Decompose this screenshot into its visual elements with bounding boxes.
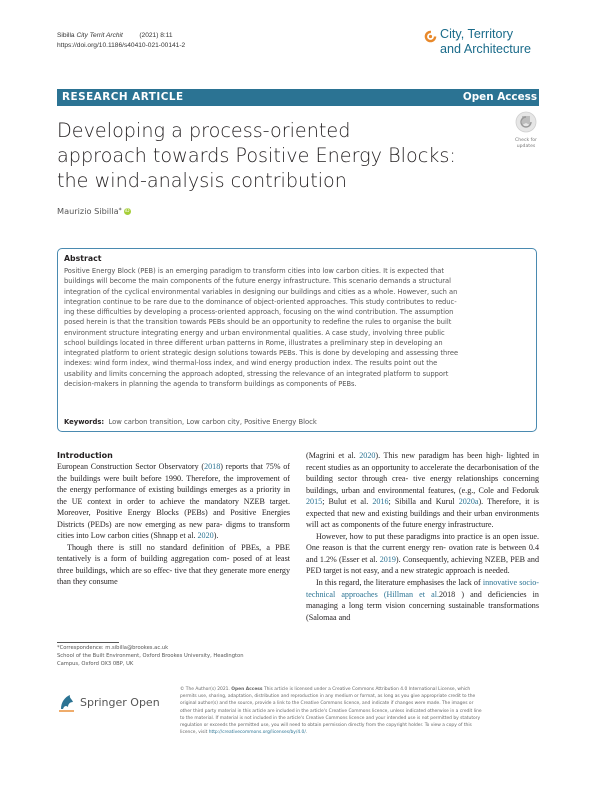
journal-name-line2: and Architecture [440, 42, 532, 56]
citation-link[interactable]: 2020 [359, 451, 376, 460]
intro-paragraph-2: Though there is still no standard definition of PBEs, a PBE tentatively is a form of building aggregation com- posed of at least three buildings, which are so effec- tive that they generate more energy than they consume [57, 542, 291, 587]
publisher-name: Springer Open [80, 696, 160, 709]
check-updates-line1: Check for [515, 138, 537, 143]
article-type-label: RESEARCH ARTICLE [62, 91, 184, 103]
citation-link[interactable]: 2015 [306, 497, 323, 507]
intro-paragraph-1: European Construction Sector Observatory (2018) reports that 75% of the buildings were built before 1990. Therefore, the improvement of the energy performance of existing buildings emerges as a priority in the UE context in order to achieve the mandatory NZEB target. Moreover, Positive Energy Blocks (PEBs) and Positive Energies Districts (PEDs) are now emerging as new para- digms to transform cities into Low carbon cities (Shnapp et al. 2020). [57, 462, 291, 541]
check-updates-line2: updates [516, 143, 536, 149]
section-heading-introduction: Introduction [57, 451, 113, 460]
author-name[interactable]: Maurizio Sibilla [57, 206, 119, 216]
header-journal: City Territ Archit [76, 32, 123, 39]
abstract-line: integration of the cyclical environmental variables in designing our buildings and cities as a whole. However, such an [64, 287, 458, 296]
abstract-line: integrated platform to orient strategic design solutions towards PEBs. This is done by developing and assessing three [64, 349, 459, 357]
citation-link[interactable]: 2020a [458, 497, 479, 507]
article-title [57, 118, 497, 193]
header-author: Sibilla [57, 32, 75, 39]
open-access-label: Open Access [462, 91, 537, 103]
check-for-updates-badge[interactable] [508, 111, 544, 149]
abstract-line: ing these difficulties by developing a process-oriented approach, focusing on the wind contribution. The assumption [64, 308, 454, 316]
header-doi[interactable]: https://doi.org/10.1186/s40410-021-00141-2 [57, 42, 186, 49]
license-link[interactable]: http://creativecommons.org/licenses/by/4.0/ [208, 730, 306, 736]
citation-link[interactable]: 2018 [204, 462, 221, 471]
abstract-line: posed herein is that the transition towards PEBs should be an opportunity to redefine the rules to organise the built [64, 318, 452, 327]
footnote-rule [57, 642, 119, 643]
corresponding-mark: * [118, 207, 122, 214]
citation-link[interactable]: 2016 [372, 497, 389, 507]
right-paragraph-1: (Magrini et al. 2020). This new paradigm has been high- lighted in recent studies as an opportunity to accelerate the decarbonisation of the building sector through crea- tive energy relationships concerning buildings, urban and environmental features, (e.g., Cole and Fedoruk 2015; Bulut et al. 2016; Sibilla and Kurul 2020a). Therefore, it is expected that new and existing buildings and their urban environments will act as components of the future energy infrastructure. [306, 451, 540, 530]
license-text: © The Author(s) 2021. Open Access This article is licensed under a Creative Commons Attribution 4.0 International License, which permits use, sharing, adaptation, distribution and reproduction in any medium or format, as long as you give appropriate credit to the original author(s) and the source, provide a link to the Creative Commons licence, and indicate if changes were made. The images or other third party material in this article are included in the article's Creative Commons licence, unless indicated otherwise in a credit line to the material. If material is not included in the article's Creative Commons licence and your intended use is not permitted by statutory regulation or exceeds the permitted use, you will need to obtain permission directly from the copyright holder. To view a copy of this licence, visit http://creativecommons.org/licenses/by/4.0/. [180, 687, 482, 736]
citation-link[interactable]: innovative socio-technical approaches (Hillman et al. [306, 578, 540, 599]
abstract-line: Positive Energy Block (PEB) is an emerging paradigm to transform cities into low carbon cities. It is expected that [64, 267, 444, 275]
journal-name-line1: City, Territory [440, 27, 514, 41]
abstract-line: decision-makers in planning the agenda to transform buildings as components of PEBs. [64, 379, 357, 388]
journal-name [440, 27, 550, 57]
title-line3: the wind-analysis contribution [57, 169, 347, 192]
citation-link[interactable]: 2019 [379, 554, 396, 564]
header-year-volume: (2021) 8:11 [139, 32, 173, 39]
abstract-line: school buildings located in three different urban patterns in Rome, illustrates a preliminary step in developing an [64, 338, 443, 347]
journal-ring-icon [424, 30, 437, 43]
right-paragraph-3: In this regard, the literature emphasises the lack of innovative socio-technical approaches (Hillman et al.2018 ) and deficiencies in managing a long term vision concerning sustainable transformations (Salomaa and [306, 578, 540, 622]
springer-horse-icon [57, 691, 77, 713]
abstract-body [64, 266, 528, 389]
abstract-line: indexes: wind form index, wind thermal-loss index, and wind energy production index. The results point out the [64, 359, 438, 368]
abstract-line: usability and limits concerning the approach adopted, stressing the relevance of an integrated platform to support [64, 369, 449, 378]
author-line [57, 205, 131, 217]
footnote-correspondence: *Correspondence: m.sibilla@brookes.ac.uk [57, 645, 169, 651]
right-paragraph-2: However, how to put these paradigms into practice is an open issue. One reason is that the current energy ren- ovation rate is between 0.4 and 1.2% (Esser et al. 2019). Consequently, achieving NZEB, PEB and PED target is not easy, and a new strategic approach is needed. [306, 531, 539, 576]
keywords-line [64, 417, 528, 427]
title-line2: approach towards Positive Energy Blocks: [57, 144, 456, 167]
keywords-label: Keywords: [64, 418, 105, 426]
check-updates-icon [515, 111, 537, 133]
correspondence-footnote [57, 644, 257, 668]
footnote-affiliation-1: School of the Built Environment, Oxford Brookes University, Headington [57, 653, 244, 659]
citation-link[interactable]: 2020 [197, 531, 214, 541]
footnote-affiliation-2: Campus, Oxford OX3 0BP, UK [57, 661, 134, 667]
keywords-list: Low carbon transition, Low carbon city, Positive Energy Block [108, 418, 317, 426]
running-header [57, 31, 185, 51]
orcid-icon[interactable]: iD [124, 209, 130, 214]
left-column [57, 450, 290, 588]
abstract-line: integration continue to be rare due to the dominance of object-oriented approaches. This study contributes to reduc- [64, 297, 457, 306]
abstract-heading: Abstract [64, 254, 102, 263]
abstract-line: environment structure integrating energy and urban environmental qualities. A case study, involving three public [64, 328, 445, 337]
title-line1: Developing a process-oriented [57, 119, 351, 142]
abstract-line: buildings will become the main components of the future energy infrastructure. This scenario demands a structural [64, 277, 451, 286]
publisher-logo [57, 691, 177, 718]
right-column [306, 450, 539, 623]
